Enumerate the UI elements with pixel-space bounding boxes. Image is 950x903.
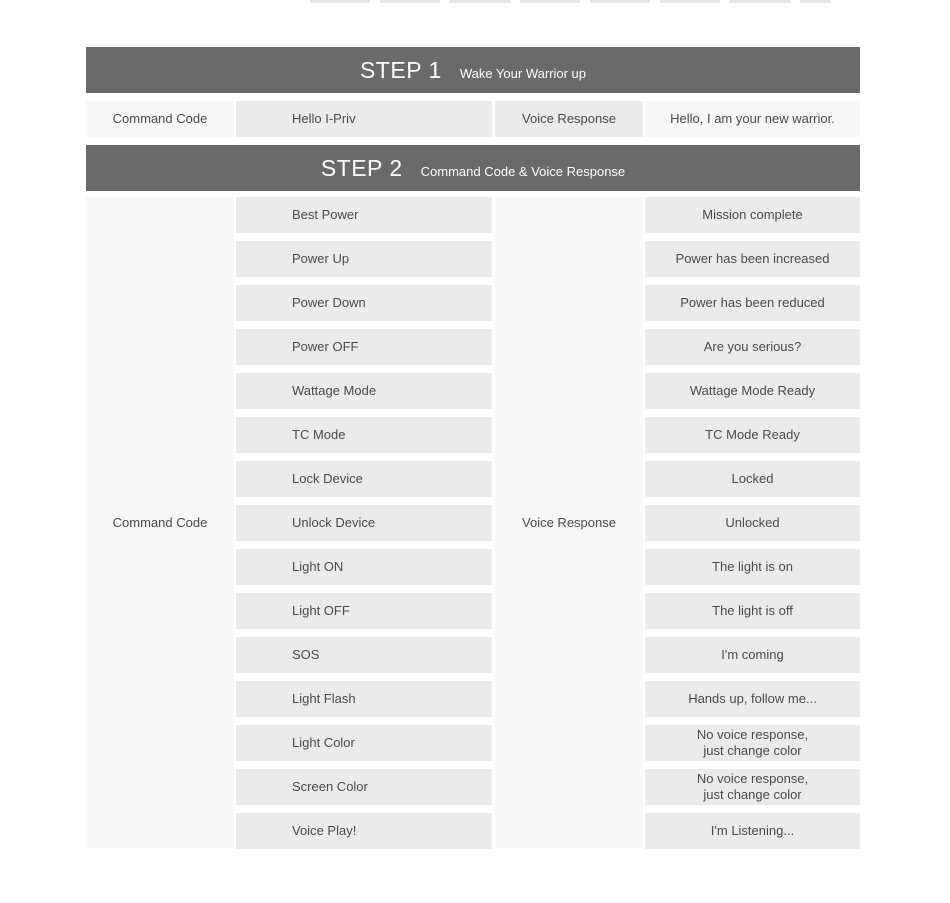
command-cell: Best Power (236, 197, 492, 233)
command-cell: Voice Play! (236, 813, 492, 849)
step2-subtitle: Command Code & Voice Response (420, 163, 626, 179)
response-text: The light is off (712, 603, 793, 618)
command-cell: Light Flash (236, 681, 492, 717)
command-cell: Light Color (236, 725, 492, 761)
response-cell (645, 461, 860, 497)
command-cell: Power OFF (236, 329, 492, 365)
command-cell: TC Mode (236, 417, 492, 453)
response-text: The light is on (712, 559, 793, 574)
response-cell (645, 241, 860, 277)
step2-response-label: Voice Response (495, 197, 643, 848)
response-cell (645, 373, 860, 409)
step1-command-value: Hello I-Priv (236, 101, 492, 137)
response-text: TC Mode Ready (705, 427, 800, 442)
response-text: I'm coming (721, 647, 784, 662)
step1-response-value: Hello, I am your new warrior. (645, 101, 860, 137)
response-cell (645, 197, 860, 233)
command-cell: Power Up (236, 241, 492, 277)
response-text: Locked (731, 471, 774, 486)
step2-command-label: Command Code (86, 197, 234, 848)
step1-subtitle: Wake Your Warrior up (459, 65, 587, 81)
step1-command-label: Command Code (86, 101, 234, 137)
response-cell (645, 505, 860, 541)
command-cell: Light OFF (236, 593, 492, 629)
response-text: Mission complete (702, 207, 803, 222)
response-text: Are you serious? (703, 339, 802, 354)
response-text-line2: just change color (703, 743, 802, 758)
step2-title: STEP 2 (320, 154, 403, 181)
response-text: No voice response, (696, 727, 809, 742)
step1-response-label: Voice Response (495, 101, 643, 137)
command-cell: Light ON (236, 549, 492, 585)
top-divider (310, 0, 830, 3)
response-text: I'm Listening... (710, 823, 795, 838)
step2-header (86, 145, 860, 191)
response-cell (645, 329, 860, 365)
command-cell: Lock Device (236, 461, 492, 497)
response-text-line2: just change color (703, 787, 802, 802)
response-cell (645, 285, 860, 321)
command-cell: Power Down (236, 285, 492, 321)
response-cell (645, 637, 860, 673)
response-text: No voice response, (696, 771, 809, 786)
response-text: Wattage Mode Ready (689, 383, 816, 398)
response-text: Power has been increased (675, 251, 830, 266)
response-cell (645, 725, 860, 761)
command-cell: Screen Color (236, 769, 492, 805)
response-text: Unlocked (725, 515, 780, 530)
response-cell (645, 813, 860, 849)
response-cell (645, 593, 860, 629)
response-cell (645, 769, 860, 805)
command-cell: Wattage Mode (236, 373, 492, 409)
response-cell (645, 417, 860, 453)
step1-title: STEP 1 (359, 56, 442, 83)
response-text: Hands up, follow me... (688, 691, 817, 706)
command-cell: SOS (236, 637, 492, 673)
step1-header (86, 47, 860, 93)
response-cell (645, 549, 860, 585)
response-text: Power has been reduced (680, 295, 825, 310)
response-cell (645, 681, 860, 717)
command-cell: Unlock Device (236, 505, 492, 541)
